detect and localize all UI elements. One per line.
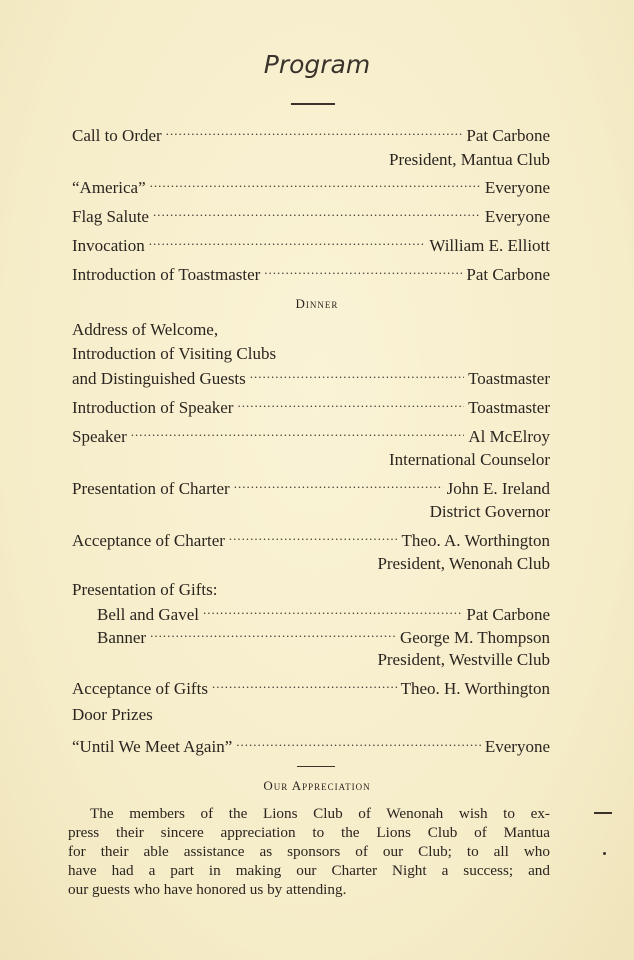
leader-dots bbox=[236, 735, 481, 752]
program-item bbox=[72, 263, 550, 285]
leader-dots bbox=[203, 603, 462, 620]
item-person: John E. Ireland bbox=[446, 479, 550, 498]
section-rule bbox=[297, 766, 335, 767]
item-label: Flag Salute bbox=[72, 207, 149, 226]
program-item bbox=[72, 677, 550, 699]
item-label: Invocation bbox=[72, 236, 145, 255]
item-person: Pat Carbone bbox=[466, 605, 550, 624]
title-rule bbox=[291, 103, 335, 105]
appreciation-line: have had a part in making our Charter Night a success; and bbox=[68, 862, 550, 879]
appreciation-line: our guests who have honored us by attending. bbox=[68, 881, 347, 898]
margin-mark bbox=[594, 812, 612, 814]
program-item bbox=[72, 529, 550, 551]
item-label: Acceptance of Charter bbox=[72, 531, 225, 550]
item-note: President, Wenonah Club bbox=[377, 554, 550, 573]
item-label: Introduction of Speaker bbox=[72, 398, 234, 417]
item-person: Theo. H. Worthington bbox=[400, 679, 550, 698]
program-item bbox=[72, 477, 550, 499]
program-item bbox=[72, 367, 550, 389]
item-person: Everyone bbox=[484, 178, 550, 197]
item-label: and Distinguished Guests bbox=[72, 369, 246, 388]
item-person: Everyone bbox=[484, 737, 550, 756]
leader-dots bbox=[250, 367, 464, 384]
item-person: Everyone bbox=[484, 207, 550, 226]
item-label: “Until We Meet Again” bbox=[72, 737, 233, 756]
item-label: Speaker bbox=[72, 427, 127, 446]
item-label: Presentation of Charter bbox=[72, 479, 230, 498]
gifts-heading: Presentation of Gifts: bbox=[72, 580, 218, 599]
item-note: District Governor bbox=[429, 502, 550, 521]
appreciation-text bbox=[68, 804, 550, 899]
item-note: International Counselor bbox=[389, 450, 550, 469]
item-person: George M. Thompson bbox=[399, 628, 550, 647]
leader-dots bbox=[150, 626, 396, 643]
item-note: President, Westville Club bbox=[377, 650, 550, 669]
leader-dots bbox=[153, 205, 481, 222]
leader-dots bbox=[229, 529, 398, 546]
dinner-heading: Dinner bbox=[295, 296, 339, 311]
program-item bbox=[72, 234, 550, 256]
item-person: Al McElroy bbox=[468, 427, 550, 446]
door-prizes: Door Prizes bbox=[72, 705, 153, 724]
item-label: Bell and Gavel bbox=[97, 605, 199, 624]
item-label: Call to Order bbox=[72, 126, 162, 145]
leader-dots bbox=[237, 396, 464, 413]
item-label: Banner bbox=[97, 628, 147, 647]
item-label: Acceptance of Gifts bbox=[72, 679, 208, 698]
item-note: President, Mantua Club bbox=[388, 150, 550, 169]
leader-dots bbox=[264, 263, 462, 280]
program-item bbox=[97, 603, 550, 625]
item-label: Introduction of Toastmaster bbox=[72, 265, 261, 284]
item-person: William E. Elliott bbox=[429, 236, 550, 255]
item-person: Toastmaster bbox=[468, 369, 550, 388]
leader-dots bbox=[131, 425, 465, 442]
leader-dots bbox=[234, 477, 443, 494]
program-item bbox=[72, 396, 550, 418]
leader-dots bbox=[166, 124, 463, 141]
page-title: Program bbox=[263, 50, 371, 79]
item-person: Pat Carbone bbox=[466, 265, 550, 284]
item-person: Pat Carbone bbox=[466, 126, 550, 145]
leader-dots bbox=[150, 176, 481, 193]
margin-dot bbox=[603, 852, 606, 855]
appreciation-line: The members of the Lions Club of Wenonah wish to ex- bbox=[90, 805, 550, 822]
item-person: Theo. A. Worthington bbox=[401, 531, 550, 550]
program-item bbox=[72, 205, 550, 227]
program-item bbox=[72, 124, 550, 146]
program-item bbox=[72, 425, 550, 447]
appreciation-line: for their able assistance as sponsors of our Club; to all who bbox=[68, 843, 550, 860]
program-item bbox=[97, 626, 550, 648]
program-item bbox=[72, 176, 550, 198]
item-label: Address of Welcome, bbox=[72, 320, 219, 339]
item-label: “America” bbox=[72, 178, 146, 197]
leader-dots bbox=[212, 677, 397, 694]
program-item bbox=[72, 735, 550, 757]
appreciation-line: press their sincere appreciation to the Lions Club of Mantua bbox=[68, 824, 550, 841]
item-label: Introduction of Visiting Clubs bbox=[72, 344, 277, 363]
item-person: Toastmaster bbox=[468, 398, 550, 417]
appreciation-heading: Our Appreciation bbox=[263, 778, 371, 793]
leader-dots bbox=[149, 234, 426, 251]
